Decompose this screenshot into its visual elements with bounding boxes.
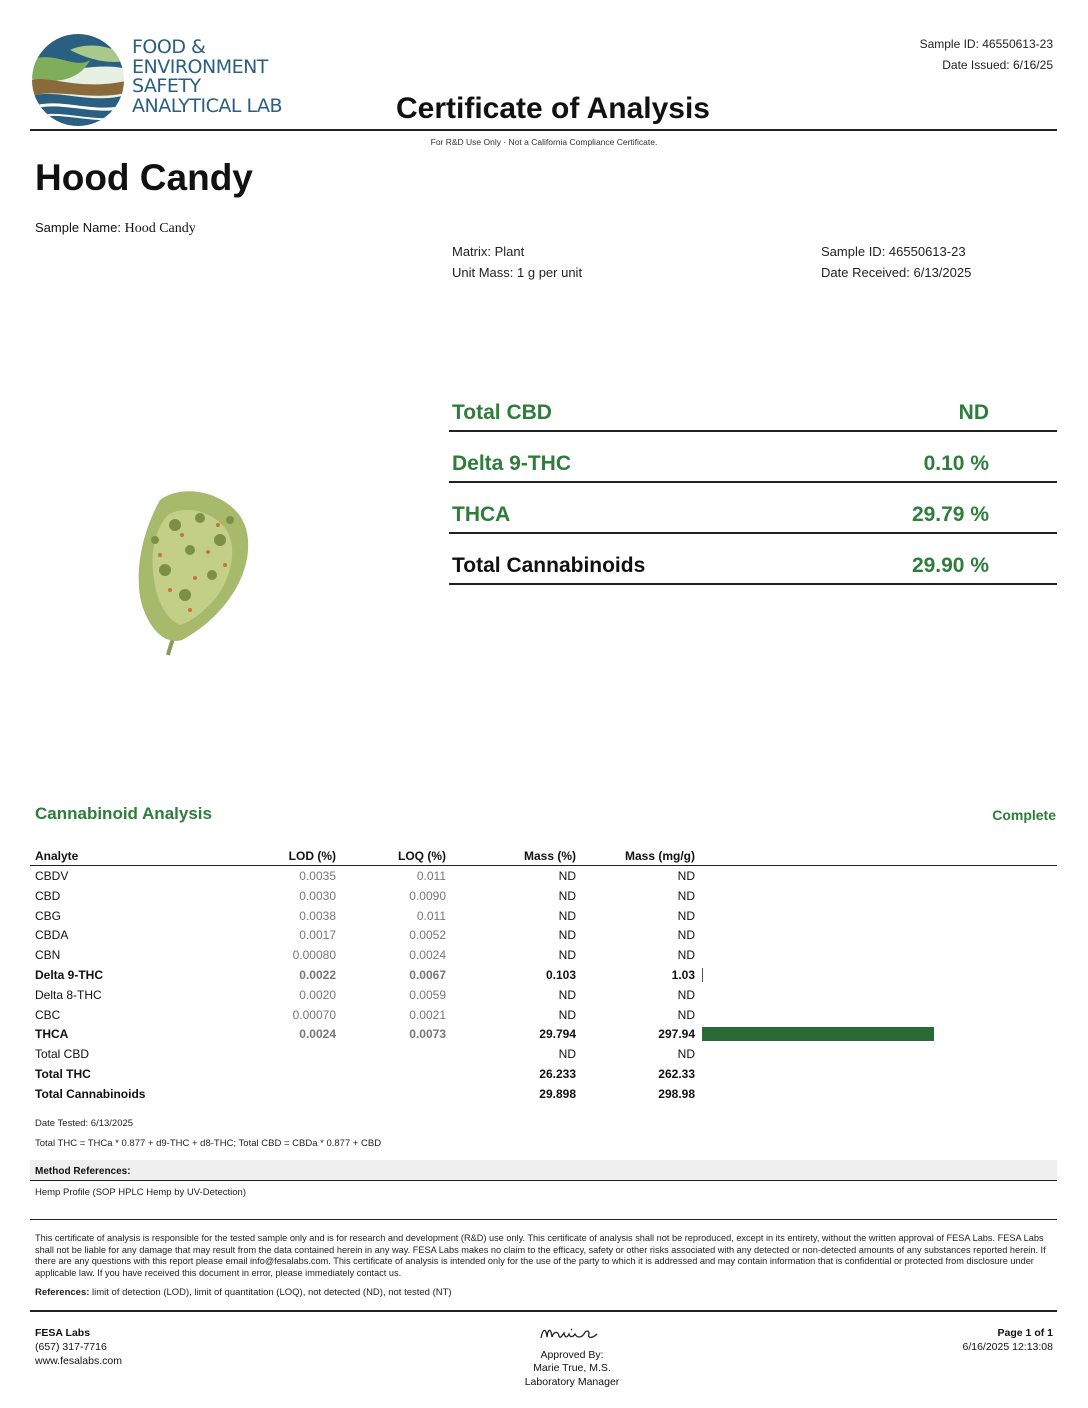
footer-lab-name: FESA Labs	[35, 1327, 91, 1339]
date-received: Date Received: 6/13/2025	[821, 265, 972, 280]
references-text: limit of detection (LOD), limit of quantitation (LOQ), not detected (ND), not tested (NT)	[92, 1287, 452, 1298]
approver-title: Laboratory Manager	[524, 1375, 620, 1388]
product-title: Hood Candy	[35, 157, 253, 198]
table-row	[30, 1084, 1057, 1104]
cell-mass-mg: ND	[677, 1047, 695, 1062]
cell-lod: 0.0038	[299, 908, 336, 923]
cell-lod: 0.0035	[299, 869, 336, 883]
footer-lab-info	[35, 1326, 122, 1368]
table-body	[30, 866, 1057, 1104]
cell-mass-pct: ND	[558, 1047, 576, 1062]
cell-analyte: CBG	[35, 908, 62, 923]
summary-value: ND	[958, 401, 989, 424]
cell-mass-pct: ND	[558, 908, 576, 923]
sample-name-value: Hood Candy	[124, 221, 196, 236]
summary-label: Delta 9-THC	[452, 452, 572, 475]
cell-mass-pct: 29.898	[539, 1086, 576, 1101]
product-image	[120, 480, 270, 670]
summary-value: 29.79 %	[911, 503, 989, 526]
approved-by-label: Approved By:	[540, 1348, 604, 1361]
table-row	[30, 1044, 1057, 1064]
cell-loq: 0.011	[416, 869, 446, 883]
table-row	[30, 925, 1057, 945]
cell-lod: 0.0030	[299, 888, 336, 903]
sample-meta-right	[821, 241, 971, 283]
footer-website: www.fesalabs.com	[35, 1355, 122, 1367]
cell-mass-pct: ND	[558, 928, 576, 943]
cell-mass-pct: ND	[558, 1007, 576, 1022]
cell-analyte: Total CBD	[35, 1047, 90, 1062]
mass-bar	[702, 1027, 934, 1041]
cell-lod: 0.0022	[299, 967, 336, 982]
cell-loq: 0.0021	[409, 1007, 446, 1022]
cell-analyte: CBD	[35, 888, 61, 903]
footer-divider	[30, 1310, 1057, 1312]
cell-mass-pct: ND	[558, 869, 576, 883]
analysis-status: Complete	[992, 807, 1056, 823]
cell-loq: 0.0024	[409, 948, 446, 963]
summary-row-thca	[449, 483, 1057, 534]
lab-logo-text: FOOD & ENVIRONMENT SAFETY ANALYTICAL LAB	[132, 36, 283, 117]
summary-label: Total CBD	[452, 401, 552, 424]
cell-mass-mg: ND	[677, 869, 695, 883]
unit-mass: Unit Mass: 1 g per unit	[452, 265, 583, 280]
summary-label: THCA	[452, 503, 511, 526]
sample-id: Sample ID: 46550613-23	[821, 244, 966, 259]
cell-loq: 0.0059	[409, 987, 446, 1002]
footer-page-info	[962, 1326, 1053, 1354]
table-row	[30, 1024, 1057, 1044]
summary-row-total-cannabinoids	[449, 534, 1057, 585]
cell-lod: 0.0024	[299, 1027, 336, 1042]
cell-mass-mg: 297.94	[658, 1027, 695, 1042]
header-divider	[30, 129, 1057, 131]
total-formula: Total THC = THCa * 0.877 + d9-THC + d8-THC; Total CBD = CBDa * 0.877 + CBD	[35, 1138, 382, 1149]
summary-label: Total Cannabinoids	[452, 554, 646, 577]
header-date-issued: Date Issued: 6/16/25	[942, 58, 1053, 72]
col-mass-mg: Mass (mg/g)	[624, 849, 695, 863]
cell-mass-mg: ND	[677, 888, 695, 903]
references	[35, 1287, 452, 1298]
col-lod: LOD (%)	[288, 849, 336, 863]
footer-approval	[472, 1322, 672, 1389]
matrix: Matrix: Plant	[452, 244, 525, 259]
header-ids	[920, 34, 1053, 76]
cell-analyte: CBC	[35, 1007, 61, 1022]
cell-mass-pct: 26.233	[539, 1066, 576, 1081]
cell-mass-mg: ND	[677, 1007, 695, 1022]
method-references-heading: Method References:	[30, 1160, 1057, 1181]
cannabis-bud-image	[120, 480, 270, 670]
cell-mass-pct: 0.103	[545, 967, 576, 982]
col-loq: LOQ (%)	[398, 849, 446, 863]
cell-analyte: Delta 8-THC	[35, 987, 102, 1002]
mass-bar	[702, 968, 703, 982]
cell-analyte: CBDA	[35, 928, 69, 943]
table-row	[30, 965, 1057, 985]
footer-phone: (657) 317-7716	[35, 1341, 107, 1353]
table-row	[30, 945, 1057, 965]
signature	[537, 1322, 607, 1344]
cell-lod: 0.00070	[292, 1007, 336, 1022]
disclaimer-divider	[30, 1219, 1057, 1220]
summary-row-delta9-thc	[449, 432, 1057, 483]
cell-mass-pct: 29.794	[539, 1027, 576, 1042]
analysis-title: Cannabinoid Analysis	[35, 804, 212, 823]
cell-mass-mg: ND	[677, 928, 695, 943]
cell-loq: 0.0067	[409, 967, 446, 982]
cell-mass-pct: ND	[558, 987, 576, 1002]
sample-name	[35, 220, 196, 237]
header-note: For R&D Use Only · Not a California Compliance Certificate.	[430, 137, 658, 147]
cell-loq: 0.0073	[409, 1027, 446, 1042]
approver-name: Marie True, M.S.	[533, 1362, 611, 1374]
summary-value: 0.10 %	[923, 452, 989, 475]
analysis-table	[30, 846, 1057, 1104]
sample-name-label: Sample Name:	[35, 220, 121, 235]
table-row	[30, 1064, 1057, 1084]
table-header	[30, 846, 1057, 866]
method-references-value: Hemp Profile (SOP HPLC Hemp by UV-Detection)	[35, 1187, 247, 1198]
cell-loq: 0.0052	[409, 928, 446, 943]
references-label: References:	[35, 1287, 90, 1298]
cell-analyte: Total Cannabinoids	[35, 1086, 146, 1101]
sample-meta-left	[452, 241, 582, 283]
table-row	[30, 985, 1057, 1005]
summary-value: 29.90 %	[911, 554, 989, 577]
cell-analyte: CBDV	[35, 869, 69, 883]
table-row	[30, 906, 1057, 926]
cell-mass-mg: 1.03	[671, 967, 695, 982]
lab-logo-icon	[30, 30, 130, 130]
table-row	[30, 1005, 1057, 1025]
cell-mass-mg: ND	[677, 987, 695, 1002]
cell-analyte: Total THC	[35, 1066, 91, 1081]
lab-logo	[30, 30, 300, 130]
cell-mass-mg: ND	[677, 908, 695, 923]
cell-lod: 0.0020	[299, 987, 336, 1002]
disclaimer: This certificate of analysis is responsible for the tested sample only and is for research and development (R&D) use only. This certificate of analysis shall not be reproduced, except in its entirety, without the written approval of FESA Labs. FESA Labs shall not be liable for any damage that may result from the data contained herein in any way. FESA Labs makes no claim to the efficacy, safety or other risks associated with any detected or non-detected amounts of any substances reported herein. If there are any questions with this report please email info@fesalabs.com. This certificate of analysis is intended only for the use of the party to which it is addressed and may contain information that is confidential or protected from disclosure under applicable law. If you have received this document in error, please immediately contact us.	[35, 1233, 1046, 1278]
printed-timestamp: 6/16/2025 12:13:08	[962, 1341, 1053, 1353]
cell-loq: 0.0090	[409, 888, 446, 903]
cell-mass-pct: ND	[558, 888, 576, 903]
table-row	[30, 866, 1057, 886]
summary-row-total-cbd	[449, 381, 1057, 432]
cell-analyte: THCA	[35, 1027, 69, 1042]
cell-mass-pct: ND	[558, 948, 576, 963]
cell-mass-mg: ND	[677, 948, 695, 963]
cell-mass-mg: 298.98	[658, 1086, 695, 1101]
cell-lod: 0.0017	[299, 928, 336, 943]
header-sample-id: Sample ID: 46550613-23	[919, 37, 1053, 51]
cell-mass-mg: 262.33	[658, 1066, 695, 1081]
page-number: Page 1 of 1	[997, 1327, 1053, 1339]
date-tested: Date Tested: 6/13/2025	[35, 1118, 134, 1129]
cell-analyte: Delta 9-THC	[35, 967, 104, 982]
cell-lod: 0.00080	[292, 948, 336, 963]
table-row	[30, 886, 1057, 906]
cell-analyte: CBN	[35, 948, 61, 963]
page-title: Certificate of Analysis	[396, 92, 710, 125]
cell-loq: 0.011	[416, 908, 446, 923]
col-analyte: Analyte	[35, 849, 79, 863]
col-mass-pct: Mass (%)	[523, 849, 576, 863]
